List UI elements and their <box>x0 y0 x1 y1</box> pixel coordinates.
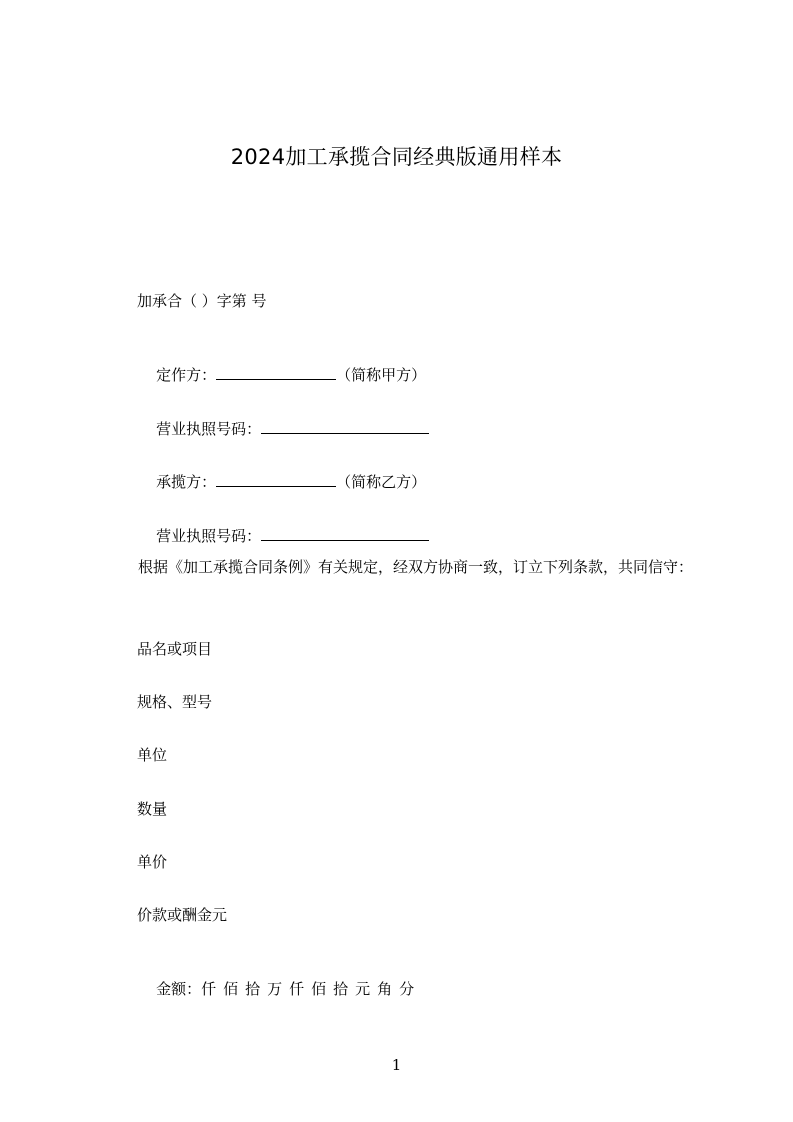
item-unit-price: 单价 <box>137 853 168 871</box>
amount-line <box>137 959 421 1019</box>
party-b-note: （简称乙方） <box>336 473 427 491</box>
party-a-note: （简称甲方） <box>336 366 427 384</box>
party-b-blank <box>216 472 336 487</box>
party-a-line <box>137 345 426 405</box>
item-unit: 单位 <box>137 746 168 764</box>
license-b-label: 营业执照号码： <box>156 527 262 545</box>
party-a-blank <box>216 365 336 380</box>
party-a-label: 定作方： <box>156 366 217 384</box>
intro-paragraph: 根据《加工承揽合同条例》有关规定，经双方协商一致，订立下列条款，共同信守： <box>138 558 694 576</box>
party-b-line <box>137 452 426 512</box>
item-spec: 规格、型号 <box>137 693 213 711</box>
amount-units: 仟佰拾万仟佰拾元角分 <box>201 980 422 998</box>
amount-label: 金额： <box>156 980 202 998</box>
item-name: 品名或项目 <box>137 640 213 658</box>
document-title: 2024加工承揽合同经典版通用样本 <box>230 145 563 169</box>
license-a-blank <box>261 419 429 434</box>
license-a-label: 营业执照号码： <box>156 420 262 438</box>
license-b-blank <box>261 526 429 541</box>
page-number: 1 <box>391 1056 402 1074</box>
item-quantity: 数量 <box>137 800 168 818</box>
contract-number-line: 加承合（ ）字第 号 <box>137 292 267 310</box>
license-a-line <box>137 399 429 459</box>
item-price-total: 价款或酬金元 <box>137 906 228 924</box>
party-b-label: 承揽方： <box>156 473 217 491</box>
